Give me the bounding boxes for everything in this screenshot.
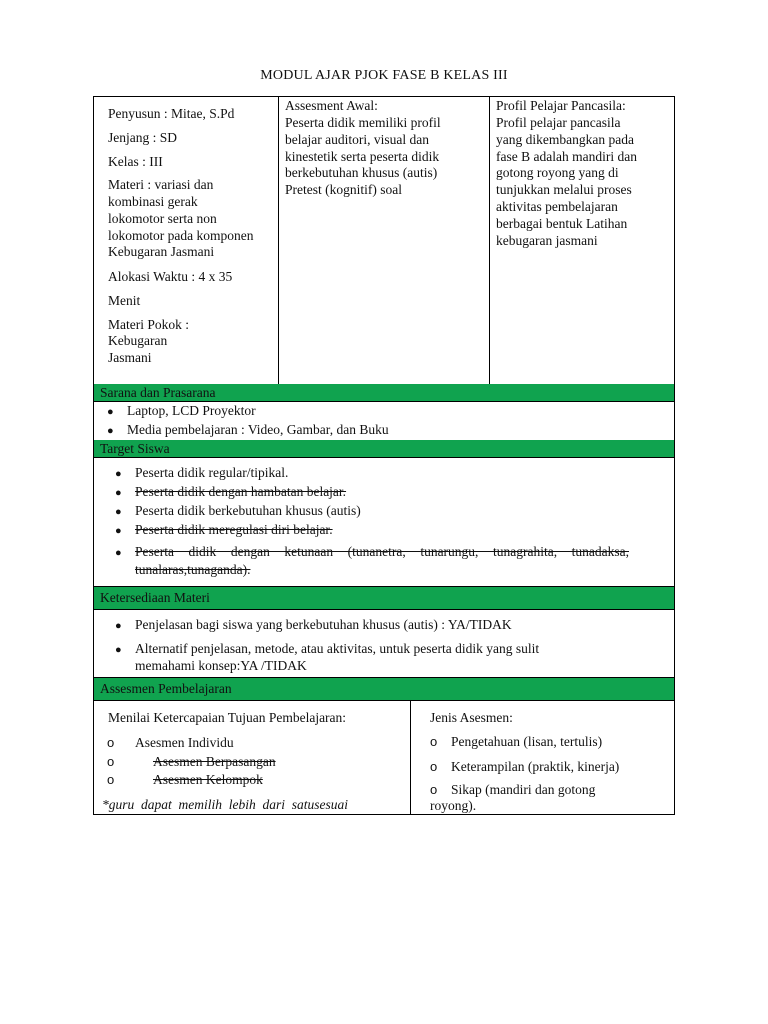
profil-line: aktivitas pembelajaran [496,199,618,214]
asesmen-awal-line: kinestetik serta peserta didik [285,149,440,164]
materi-pokok-line: Jasmani [108,350,152,365]
materi-line: lokomotor serta non [108,211,217,226]
asesmen-awal-line: berkebutuhan khusus (autis) [285,165,438,180]
target-item-struck: Peserta didik meregulasi diri belajar. [135,522,333,537]
asesmen-note: *guru dapat memilih lebih dari satusesuai [102,797,348,812]
bullet-icon: ● [115,644,122,656]
target-item-struck: tunalaras,tunaganda). [135,562,251,577]
bullet-icon: ● [115,487,122,499]
column-divider [489,97,490,385]
bullet-icon: ● [115,506,122,518]
ketersediaan-header: Ketersediaan Materi [94,587,674,609]
materi-line: lokomotor pada komponen [108,228,254,243]
circle-bullet-icon: o [107,754,115,769]
jenjang-text: Jenjang : SD [108,130,177,145]
target-item-struck: Peserta didik dengan ketunaan (tunanetra, tunarungu, tunagrahita, tunadaksa, [135,544,629,559]
kelas-text: Kelas : III [108,154,163,169]
materi-pokok-line: Kebugaran [108,333,168,348]
penyusun-text: Penyusun : Mitae, S.Pd [108,106,235,121]
row-divider [94,457,674,458]
ketersediaan-item: Penjelasan bagi siswa yang berkebutuhan khusus (autis) : YA/TIDAK [135,617,512,632]
bullet-icon: ● [115,468,122,480]
page-title: MODUL AJAR PJOK FASE B KELAS III [260,68,508,83]
sarana-item: Media pembelajaran : Video, Gambar, dan Buku [127,422,389,437]
materi-line: Materi : variasi dan [108,177,214,192]
target-item: Peserta didik berkebutuhan khusus (autis) [135,503,361,518]
profil-line: Profil pelajar pancasila [496,115,621,130]
asesmen-awal-line: Peserta didik memiliki profil [285,115,441,130]
menit-text: Menit [108,293,141,308]
jenis-item: Sikap (mandiri dan gotong [451,782,596,797]
circle-bullet-icon: o [107,735,115,750]
profil-line: fase B adalah mandiri dan [496,149,637,164]
asesmen-header: Assesmen Pembelajaran [94,678,674,700]
module-table [93,96,675,815]
asesmen-option: Asesmen Individu [135,735,234,750]
bullet-icon: ● [115,547,122,559]
target-item: Peserta didik regular/tipikal. [135,465,289,480]
materi-line: kombinasi gerak [108,194,198,209]
bullet-icon: ● [115,525,122,537]
ketersediaan-item: Alternatif penjelasan, metode, atau aktivitas, untuk peserta didik yang sulit [135,641,540,656]
profil-line: gotong royong yang di [496,165,619,180]
ketersediaan-item: memahami konsep:YA /TIDAK [135,658,307,673]
materi-pokok-line: Materi Pokok : [108,317,189,332]
jenis-heading: Jenis Asesmen: [430,710,513,725]
asesmen-awal-heading: Assesment Awal: [285,98,378,113]
circle-bullet-icon: o [107,772,115,787]
asesmen-left-heading: Menilai Ketercapaian Tujuan Pembelajaran: [108,710,347,725]
circle-bullet-icon: o [430,782,438,797]
jenis-item: Pengetahuan (lisan, tertulis) [451,734,603,749]
sarana-header: Sarana dan Prasarana [94,384,674,401]
circle-bullet-icon: o [430,734,438,749]
column-divider [278,97,279,385]
profil-line: berbagai bentuk Latihan [496,216,628,231]
row-divider [94,700,674,701]
asesmen-awal-line: belajar auditori, visual dan [285,132,429,147]
jenis-item: Keterampilan (praktik, kinerja) [451,759,620,774]
asesmen-option-struck: Asesmen Berpasangan [153,754,276,769]
jenis-item: royong). [430,798,477,813]
alokasi-text: Alokasi Waktu : 4 x 35 [108,269,233,284]
profil-line: kebugaran jasmani [496,233,598,248]
bullet-icon: ● [107,425,114,437]
sarana-item: Laptop, LCD Proyektor [127,403,256,418]
row-divider [94,401,674,402]
target-header: Target Siswa [94,440,674,457]
profil-heading: Profil Pelajar Pancasila: [496,98,626,113]
bullet-icon: ● [107,406,114,418]
materi-line: Kebugaran Jasmani [108,244,215,259]
circle-bullet-icon: o [430,759,438,774]
profil-line: yang dikembangkan pada [496,132,634,147]
asesmen-option-struck: Asesmen Kelompok [153,772,263,787]
column-divider [410,700,411,815]
asesmen-awal-line: Pretest (kognitif) soal [285,182,402,197]
row-divider [94,609,674,610]
profil-line: tunjukkan melalui proses [496,182,632,197]
target-item-struck: Peserta didik dengan hambatan belajar. [135,484,347,499]
bullet-icon: ● [115,620,122,632]
